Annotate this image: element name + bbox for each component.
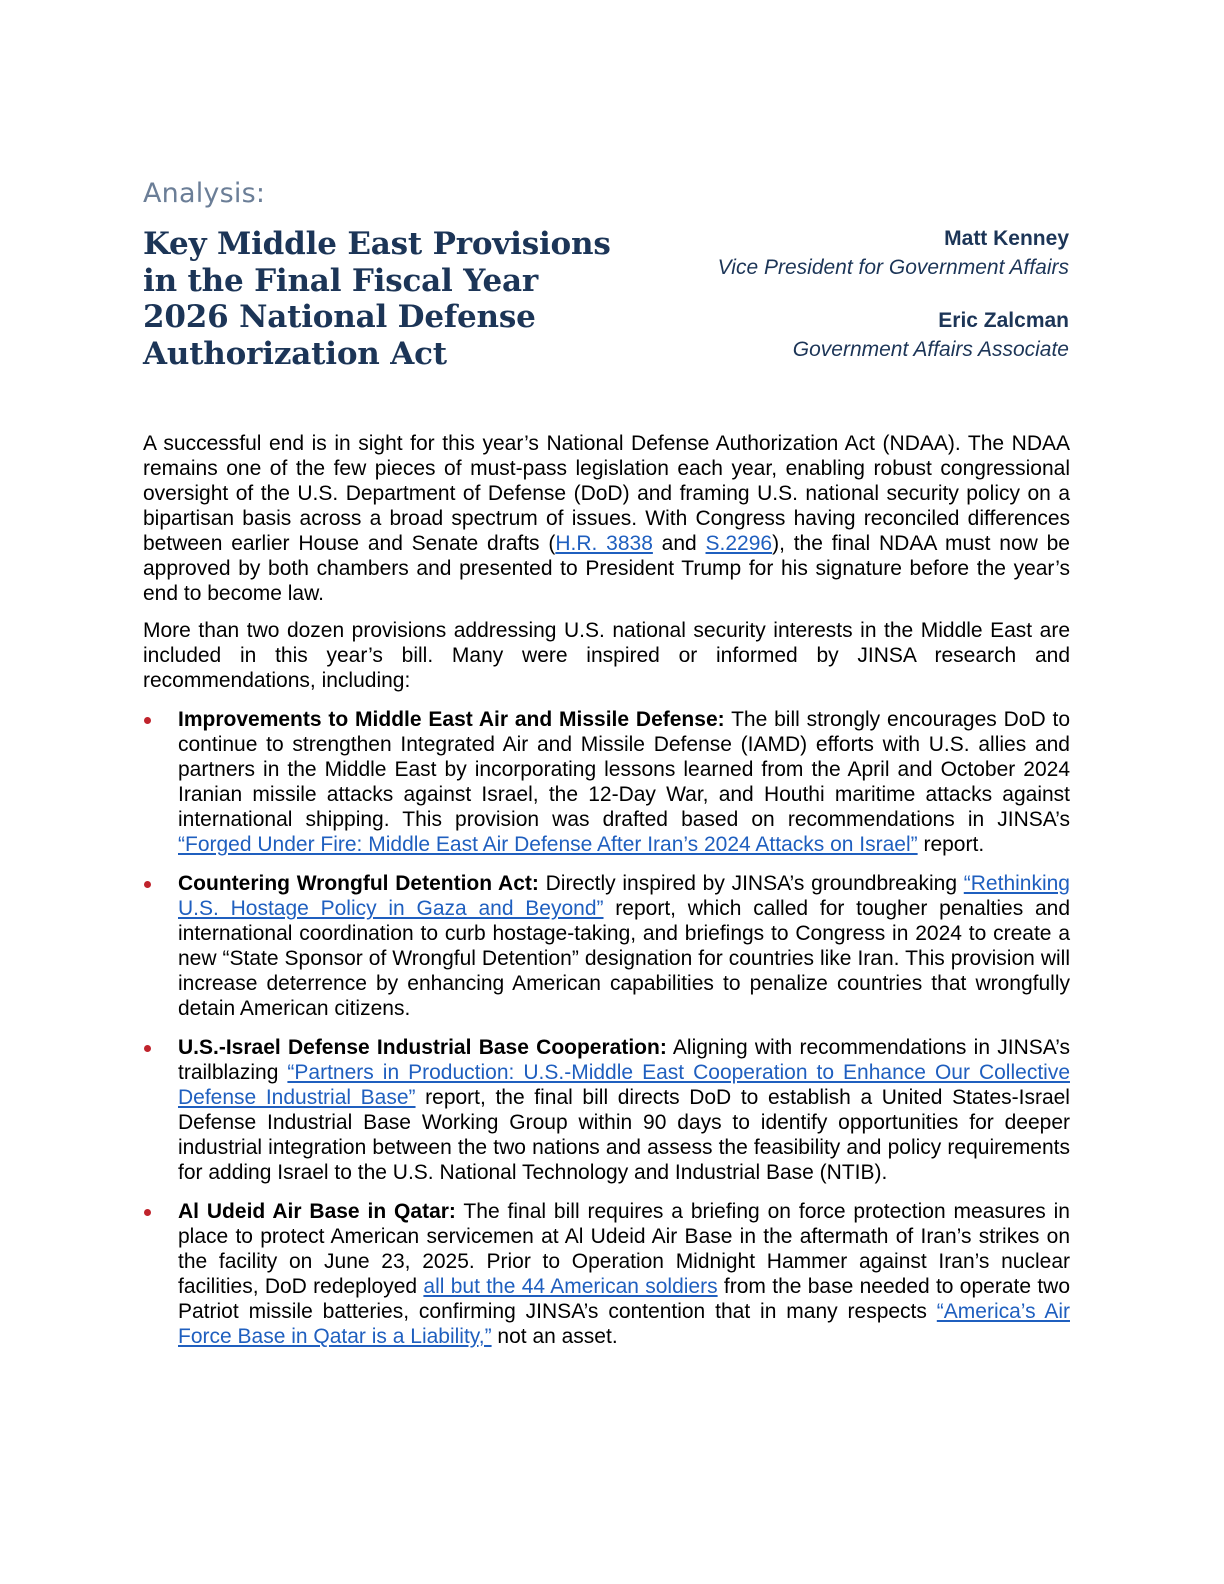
text-run: not an asset. [491, 1325, 618, 1348]
text-run: The final bill requires a briefing on force protection measures in place to protect American servicemen at Al Udeid Air Base in the aftermath of Iran’s strikes on the facility on June 23, 2025. Prior to Operation Midnight Hammer against Iran’s nuclear facilities, DoD redeployed [178, 1200, 1070, 1298]
list-item [143, 707, 1070, 857]
text-run: report. [917, 833, 985, 856]
author-block [718, 224, 1069, 388]
link-partners-in-production[interactable]: “Partners in Production: U.S.-Middle East Cooperation to Enhance Our Collective Defense Industrial Base” [178, 1061, 1070, 1109]
author-role: Vice President for Government Affairs [717, 256, 1069, 279]
title-line: in the Final Fiscal Year [143, 262, 539, 299]
bullet-icon [144, 717, 151, 724]
author-name: Matt Kenney [944, 227, 1069, 250]
provision-heading: U.S.-Israel Defense Industrial Base Cooperation: [178, 1036, 667, 1059]
section-eyebrow: Analysis: [143, 178, 266, 209]
intro-paragraph-1 [143, 431, 1070, 606]
text-run: The bill strongly encourages DoD to continue to strengthen Integrated Air and Missile Defense (IAMD) efforts with U.S. allies and partners in the Middle East by incorporating lessons learned from the April and October 2024 Iranian missile attacks against Israel, the 12-Day War, and Houthi maritime attacks against international shipping. This provision was drafted based on recommendations in JINSA’s [178, 708, 1070, 831]
text-run: Aligning with recommendations in JINSA’s trailblazing [178, 1036, 1070, 1084]
text-run: report, the final bill directs DoD to establish a United States-Israel Defense Industrial Base Working Group within 90 days to identify opportunities for deeper industrial integration between the two nations and assess the feasibility and policy requirements for adding Israel to the U.S. National Technology and Industrial Base (NTIB). [178, 1086, 1070, 1184]
text-run: from the base needed to operate two Patriot missile batteries, confirming JINSA’s contention that in many respects [178, 1275, 1071, 1323]
link-44-american-soldiers[interactable]: all but the 44 American soldiers [423, 1275, 718, 1298]
provision-heading: Al Udeid Air Base in Qatar: [178, 1200, 456, 1223]
page-title [143, 226, 611, 372]
provision-heading: Improvements to Middle East Air and Missile Defense: [178, 708, 725, 731]
link-s-2296[interactable]: S.2296 [705, 532, 773, 555]
intro-paragraph-2: More than two dozen provisions addressing U.S. national security interests in the Middle East are included in this year’s bill. Many were inspired or informed by JINSA research and recommendations, including: [143, 619, 1070, 692]
text-run: report, which called for tougher penalties and international coordination to curb hostage-taking, and briefings to Congress in 2024 to create a new “State Sponsor of Wrongful Detention” designation for countries like Iran. This provision will increase deterrence by enhancing American capabilities to penalize countries that wrongfully detain American citizens. [178, 897, 1071, 1020]
link-forged-under-fire[interactable]: “Forged Under Fire: Middle East Air Defense After Iran’s 2024 Attacks on Israel” [178, 833, 918, 856]
text-run: A successful end is in sight for this year’s National Defense Authorization Act (NDAA). The NDAA remains one of the few pieces of must-pass legislation each year, enabling robust congressional oversight of the U.S. Department of Defense (DoD) and framing U.S. national security policy on a bipartisan basis across a broad spectrum of issues. With Congress having reconciled differences between earlier House and Senate drafts ( [143, 432, 1070, 555]
author-name: Eric Zalcman [938, 309, 1069, 332]
provisions-list [143, 707, 1070, 1349]
link-rethinking-hostage-policy[interactable]: “Rethinking U.S. Hostage Policy in Gaza and Beyond” [178, 872, 1070, 920]
bullet-icon [144, 881, 151, 888]
list-item [143, 1035, 1070, 1185]
list-item [143, 871, 1070, 1021]
title-line: Authorization Act [143, 335, 447, 372]
text-run: ), the final NDAA must now be approved by both chambers and presented to President Trump for his signature before the year’s end to become law. [143, 532, 1070, 605]
article-body [143, 431, 1070, 1363]
link-air-force-base-liability[interactable]: “America’s Air Force Base in Qatar is a Liability,” [178, 1300, 1070, 1348]
author-matt-kenney [718, 224, 1069, 282]
text-run: and [652, 532, 706, 555]
link-hr-3838[interactable]: H.R. 3838 [555, 532, 653, 555]
provision-heading: Countering Wrongful Detention Act: [178, 872, 539, 895]
author-eric-zalcman [718, 306, 1069, 364]
list-item [143, 1199, 1070, 1349]
author-role: Government Affairs Associate [792, 338, 1069, 361]
title-line: Key Middle East Provisions [143, 226, 611, 262]
title-line: 2026 National Defense [143, 299, 536, 335]
bullet-icon [144, 1209, 151, 1216]
text-run: Directly inspired by JINSA’s groundbreaking [538, 872, 964, 895]
bullet-icon [144, 1045, 151, 1052]
